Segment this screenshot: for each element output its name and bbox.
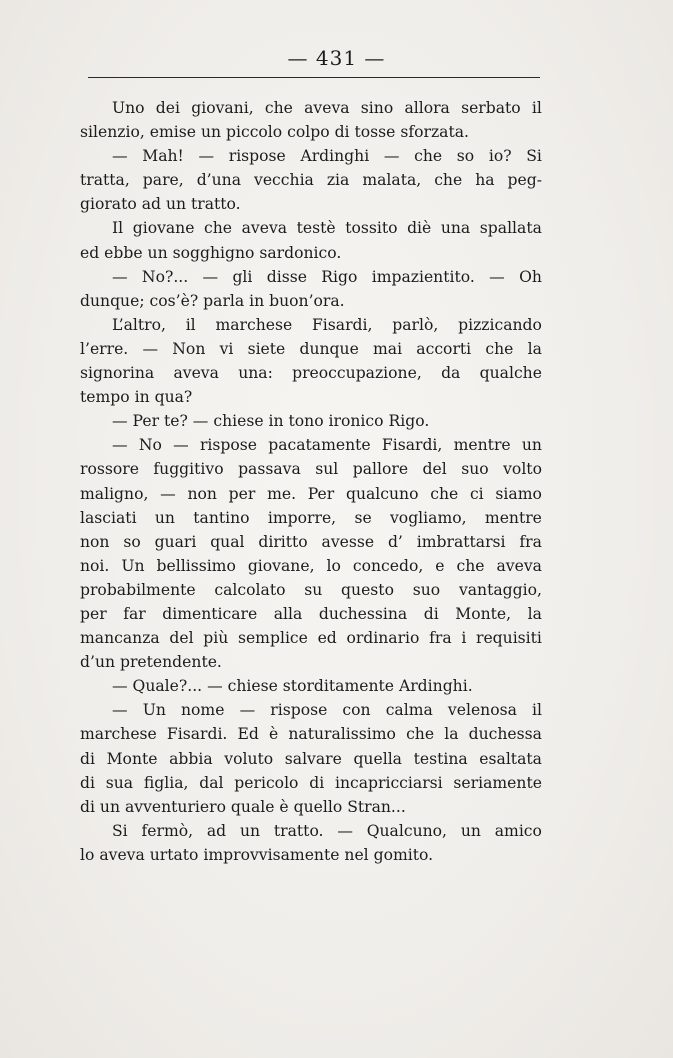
header-rule bbox=[88, 77, 540, 78]
text-line: di Monte abbia voluto salvare quella testina esaltata bbox=[80, 749, 542, 768]
text-line: lo aveva urtato improvvisamente nel gomito. bbox=[80, 845, 434, 864]
text-line: — No — rispose pacatamente Fisardi, mentre un bbox=[112, 436, 542, 455]
text-line: l’erre. — Non vi siete dunque mai accorti che la bbox=[80, 339, 542, 358]
text-line: tempo in qua? bbox=[80, 388, 193, 407]
text-line: non so guari qual diritto avesse d’ imbrattarsi fra bbox=[80, 532, 542, 551]
text-line: per far dimenticare alla duchessina di Monte, la bbox=[80, 604, 542, 623]
text-line: probabilmente calcolato su questo suo vantaggio, bbox=[80, 580, 542, 599]
text-line: Si fermò, ad un tratto. — Qualcuno, un amico bbox=[112, 821, 542, 840]
text-line: dunque; cos’è? parla in buon’ora. bbox=[80, 291, 345, 310]
text-line: silenzio, emise un piccolo colpo di tosse sforzata. bbox=[80, 123, 469, 142]
text-line: marchese Fisardi. Ed è naturalissimo che la duchessa bbox=[80, 725, 542, 744]
text-line: signorina aveva una: preoccupazione, da qualche bbox=[80, 364, 542, 383]
body-text bbox=[80, 96, 542, 867]
text-line: noi. Un bellissimo giovane, lo concedo, e che aveva bbox=[80, 556, 542, 575]
text-line: lasciati un tantino imporre, se vogliamo, mentre bbox=[80, 508, 542, 527]
text-line: giorato ad un tratto. bbox=[80, 195, 241, 214]
text-line: — Quale?... — chiese storditamente Ardinghi. bbox=[112, 677, 473, 696]
text-line: mancanza del più semplice ed ordinario fra i requisiti bbox=[80, 629, 542, 648]
text-line: L’altro, il marchese Fisardi, parlò, pizzicando bbox=[112, 315, 542, 334]
text-line: Uno dei giovani, che aveva sino allora serbato il bbox=[112, 99, 542, 117]
text-line: tratta, pare, d’una vecchia zia malata, che ha peg- bbox=[80, 171, 542, 190]
text-line: d’un pretendente. bbox=[80, 653, 222, 672]
text-line: ed ebbe un sogghigno sardonico. bbox=[80, 243, 342, 262]
page-number: — 431 — bbox=[287, 46, 386, 70]
text-line: rossore fuggitivo passava sul pallore del suo volto bbox=[80, 460, 542, 479]
text-line: di sua figlia, dal pericolo di incapricciarsi seriamente bbox=[80, 773, 542, 792]
text-line: — Un nome — rispose con calma velenosa il bbox=[112, 701, 542, 720]
text-line: di un avventuriero quale è quello Stran... bbox=[80, 797, 406, 816]
text-line: Il giovane che aveva testè tossito diè una spallata bbox=[112, 219, 542, 238]
text-line: maligno, — non per me. Per qualcuno che ci siamo bbox=[80, 484, 542, 503]
text-line: — Mah! — rispose Ardinghi — che so io? Si bbox=[112, 147, 542, 166]
text-line: — Per te? — chiese in tono ironico Rigo. bbox=[112, 412, 430, 431]
text-line: — No?... — gli disse Rigo impazientito. — Oh bbox=[112, 267, 542, 286]
